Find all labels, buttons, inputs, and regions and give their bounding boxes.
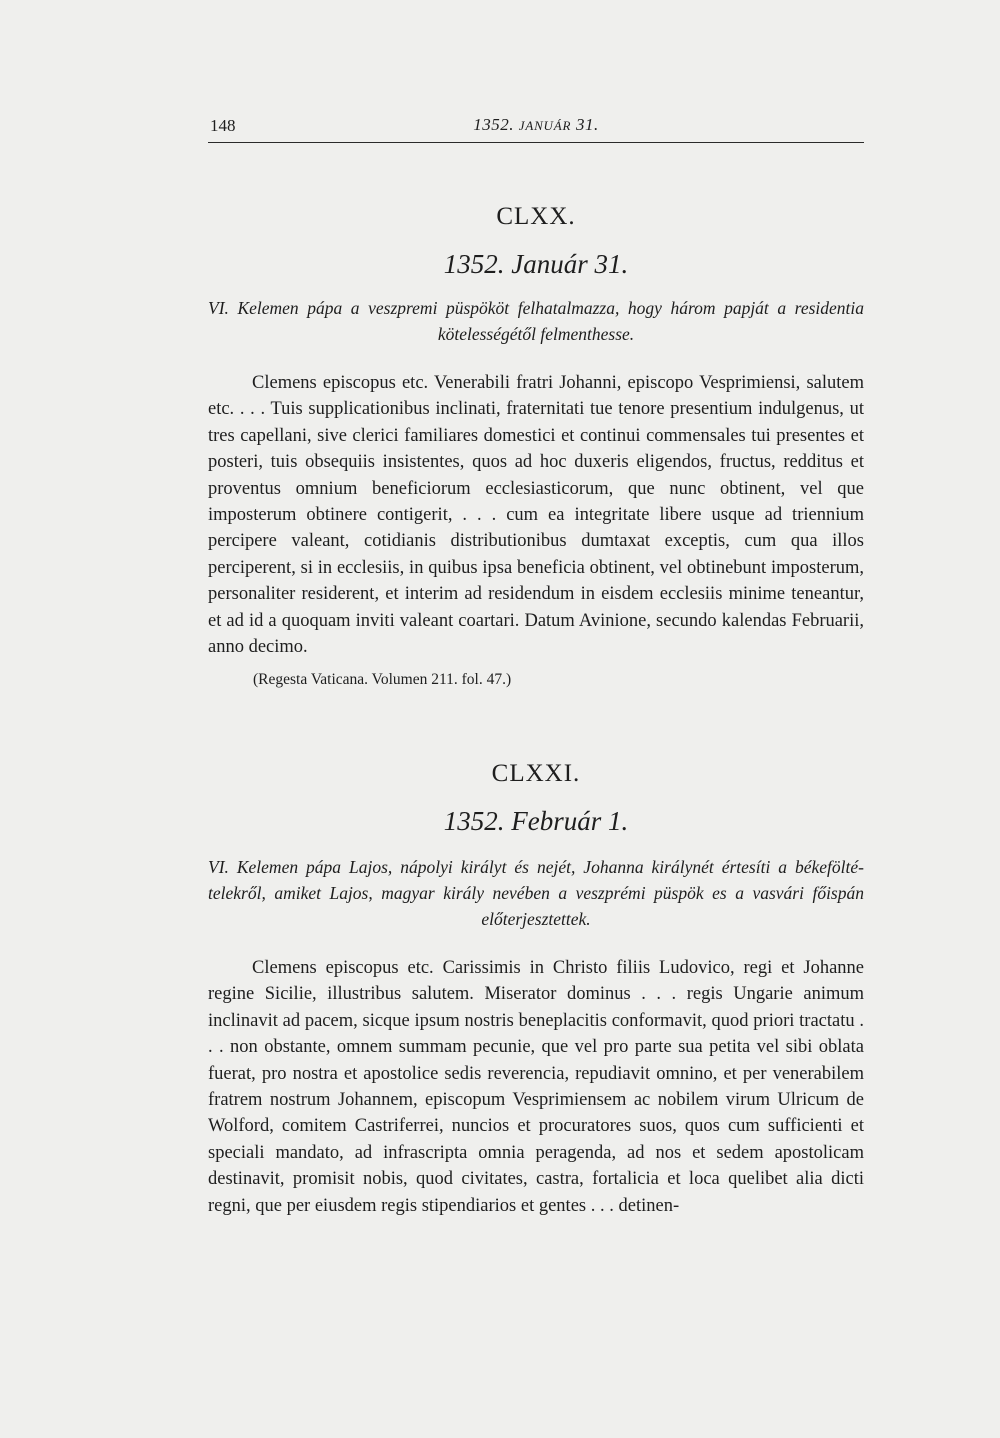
document-body: Clemens episcopus etc. Venerabili fratri Johanni, episcopo Vesprimiensi, salutem etc. . . . Tuis supplicationibus inclinati, fraternitati tue tenore presentium indulgenus, ut tres capellani, sive clerici familiares domestici et continui commensales tui presentes et posteri, tuis obsequiis insistentes, quos ad hoc duxeris eligendos, fructus, redditus et proventus omnium beneficiorum ecclesiasticorum, que nunc obtinent, vel que imposterum obtinere contigerit, . . . cum ea integritate libere usque ad triennium percipere valeant, cotidianis distributionibus dumtaxat exceptis, cum qua illos perciperent, si in ecclesiis, in quibus ipsa beneficia obtinent, vel obtinebunt imposterum, personaliter residerent, et interim ad residendum in eisdem ecclesiis minime teneantur, et ad id a quoquam inviti valeant coartari. Datum Avinione, secundo kalendas Februarii, anno decimo. xyxy=(208,373,864,658)
document-summary: VI. Kelemen pápa Lajos, nápolyi királyt és nejét, Johanna királynét értesíti a békeföltételekről, amiket Lajos, magyar király nevében a veszprémi püspök es a vasvári főispán előterjesztettek. xyxy=(208,857,864,929)
running-head xyxy=(208,115,864,135)
running-head-year: 1352. xyxy=(473,115,515,134)
document-body: Clemens episcopus etc. Carissimis in Christo filiis Ludovico, regi et Johanne regine Sicilie, illustribus salutem. Miserator dominus . . . regis Ungarie animum inclinavit ad pacem, sicque ipsum nostris beneplacitis conformavit, quod priori tractatu . . . non obstante, omnem summam pecunie, que vel pro parte sua petita vel sibi oblata fuerat, pro nostra et apostolice sedis reverencia, repudiavit omnino, et per venerabilem fratrem nostrum Johannem, episcopum Vesprimiensem ac nobilem virum Ulricum de Wolford, comitem Castriferrei, nuncios et procuratores suos, quos cum sufficienti et speciali mandato, ad infrascripta omnia peragenda, ad nos et sedem apostolicam destinavit, promisit nobis, quod civitates, castra, fortalicia et loca quelibet alia dicti regni, que per eiusdem regis stipendiarios et gentes . . . detinen- xyxy=(208,958,864,1216)
document-date: 1352. Február 1. xyxy=(443,806,629,836)
document-number: CLXXI. xyxy=(491,760,581,787)
running-head-day: 31. xyxy=(575,115,599,134)
document-number: CLXX. xyxy=(496,203,576,230)
page-header xyxy=(208,112,864,143)
source-citation: (Regesta Vaticana. Volumen 211. fol. 47.) xyxy=(253,671,512,688)
running-head-month: JANUÁR xyxy=(518,118,572,133)
document-summary: VI. Kelemen pápa a veszpremi püspököt felhatalmazza, hogy három papját a residentia kötelességétől felmenthesse. xyxy=(208,298,864,344)
document-date: 1352. Január 31. xyxy=(443,249,629,279)
page-number: 148 xyxy=(210,116,236,135)
